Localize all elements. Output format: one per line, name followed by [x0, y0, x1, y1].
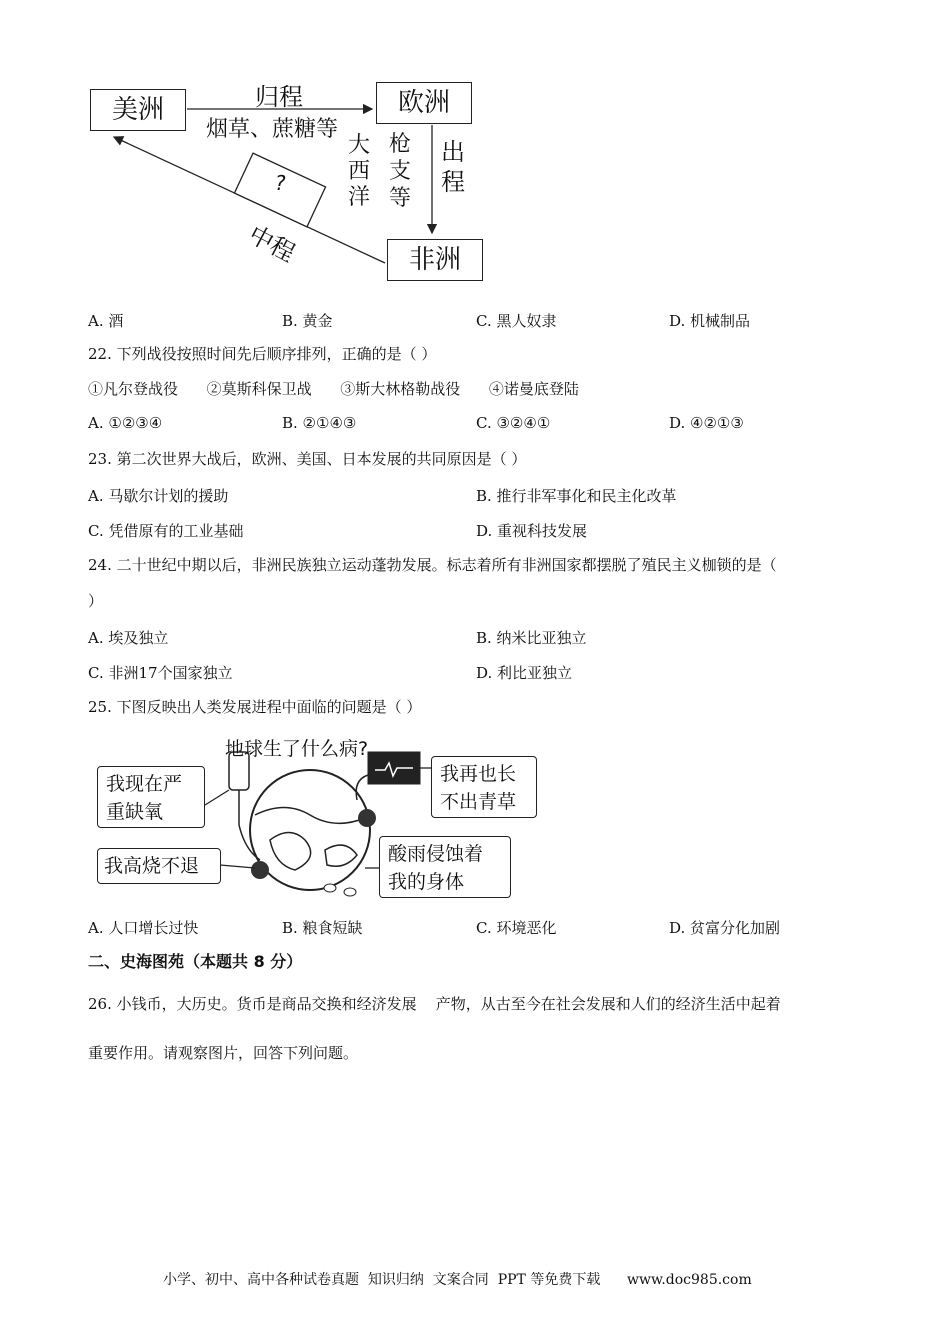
outbound-goods-label: 枪支等 — [389, 132, 412, 211]
q21-option-d[interactable]: D. 机械制品 — [669, 312, 751, 330]
bubble-acid-rain-line2: 我的身体 — [388, 871, 465, 893]
unknown-goods-label: ? — [275, 171, 286, 195]
q23-stem: 23. 第二次世界大战后，欧洲、美国、日本发展的共同原因是（ ） — [88, 450, 527, 468]
bubble-grass-line1: 我再也长 — [440, 763, 517, 785]
q26-line2: 重要作用。请观察图片，回答下列问题。 — [88, 1044, 359, 1062]
q25-option-c[interactable]: C. 环境恶化 — [476, 919, 557, 937]
americas-box: 美洲 — [90, 89, 186, 131]
europe-box: 欧洲 — [376, 82, 472, 124]
ocean-label: 大西洋 — [348, 133, 371, 210]
q24-stem-end: ） — [88, 592, 104, 610]
q25-option-d[interactable]: D. 贫富分化加剧 — [669, 919, 781, 937]
bubble-acid-rain-line1: 酸雨侵蚀着 — [388, 843, 484, 865]
cartoon-title: 地球生了什么病? — [225, 738, 369, 760]
bubble-grass — [431, 756, 537, 818]
q23-option-c[interactable]: C. 凭借原有的工业基础 — [88, 522, 244, 540]
africa-box: 非洲 — [387, 239, 483, 281]
q21-option-c[interactable]: C. 黑人奴隶 — [476, 312, 557, 330]
middle-label: 中程 — [244, 220, 300, 268]
q22-items: ①凡尔登战役 ②莫斯科保卫战 ③斯大林格勒战役 ④诺曼底登陆 — [88, 380, 579, 398]
q21-option-a[interactable]: A. 酒 — [88, 312, 124, 330]
q22-stem: 22. 下列战役按照时间先后顺序排列，正确的是（ ） — [88, 345, 437, 363]
q22-option-a[interactable]: A. ①②③④ — [88, 414, 163, 432]
q24-option-a[interactable]: A. 埃及独立 — [88, 629, 169, 647]
return-goods-label: 烟草、蔗糖等 — [206, 117, 339, 142]
q25-stem: 25. 下图反映出人类发展进程中面临的问题是（ ） — [88, 698, 422, 716]
q26-line1: 26. 小钱币，大历史。货币是商品交换和经济发展 产物，从古至今在社会发展和人们的经济生活中起着 — [88, 995, 781, 1013]
sick-earth-cartoon — [95, 730, 540, 905]
q22-option-c[interactable]: C. ③②④① — [476, 414, 551, 432]
outbound-label: 出程 — [441, 138, 465, 196]
q22-option-d[interactable]: D. ④②①③ — [669, 414, 744, 432]
q22-option-b[interactable]: B. ②①④③ — [282, 414, 357, 432]
q24-option-b[interactable]: B. 纳米比亚独立 — [476, 629, 587, 647]
q21-option-b[interactable]: B. 黄金 — [282, 312, 333, 330]
section-2-heading: 二、史海图苑（本题共 8 分） — [88, 952, 303, 971]
bubble-oxygen-line1: 我现在严 — [106, 773, 183, 795]
triangular-trade-diagram — [80, 75, 500, 290]
bubble-fever-line1: 我高烧不退 — [104, 855, 200, 877]
q23-option-b[interactable]: B. 推行非军事化和民主化改革 — [476, 487, 677, 505]
bubble-fever — [97, 848, 221, 884]
q25-option-a[interactable]: A. 人口增长过快 — [88, 919, 199, 937]
q23-option-a[interactable]: A. 马歇尔计划的援助 — [88, 487, 229, 505]
q25-option-b[interactable]: B. 粮食短缺 — [282, 919, 363, 937]
bubble-oxygen-line2: 重缺氧 — [106, 801, 164, 823]
page-footer: 小学、初中、高中各种试卷真题 知识归纳 文案合同 PPT 等免费下载 www.doc985.com — [163, 1272, 752, 1288]
bubble-grass-line2: 不出青草 — [440, 791, 517, 813]
q24-option-d[interactable]: D. 利比亚独立 — [476, 664, 573, 682]
return-label: 归程 — [255, 83, 303, 111]
q24-stem: 24. 二十世纪中期以后，非洲民族独立运动蓬勃发展。标志着所有非洲国家都摆脱了殖民主义枷锁的是（ — [88, 556, 777, 574]
q24-option-c[interactable]: C. 非洲17个国家独立 — [88, 664, 233, 682]
bubble-oxygen — [97, 766, 205, 828]
bubble-acid-rain — [379, 836, 511, 898]
q23-option-d[interactable]: D. 重视科技发展 — [476, 522, 588, 540]
